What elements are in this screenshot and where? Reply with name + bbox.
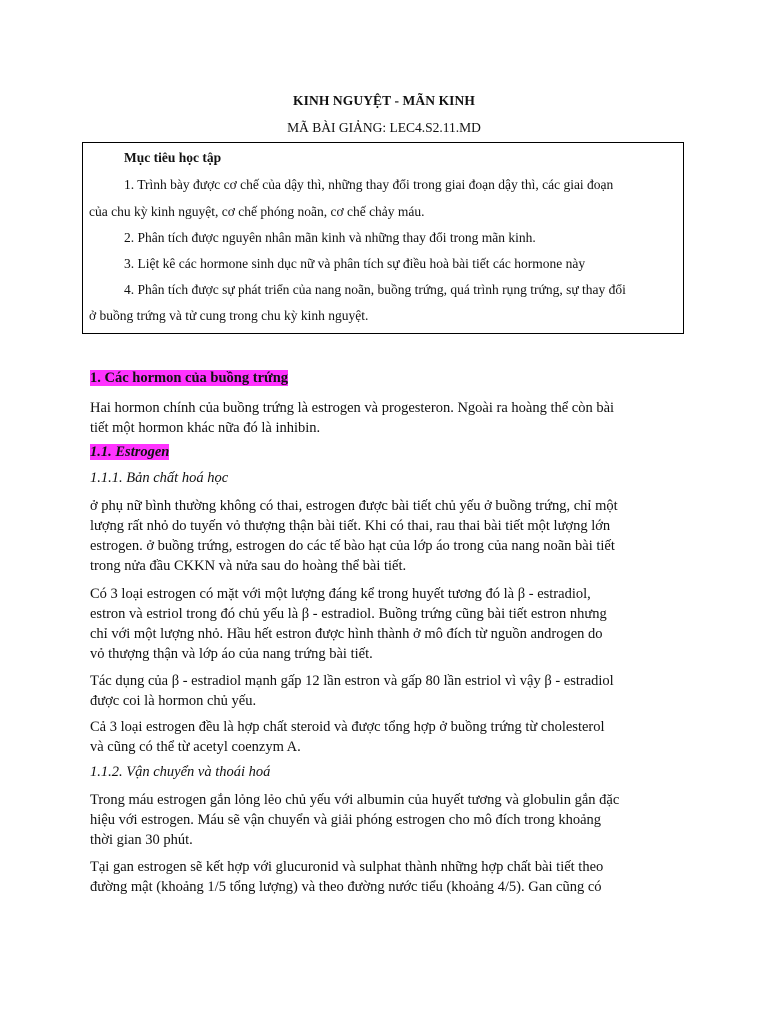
paragraph-steroid-synthesis (90, 717, 678, 757)
learning-objectives-box (82, 142, 684, 334)
section-1-heading (90, 370, 288, 387)
paragraph-estradiol-effect (90, 671, 678, 711)
text-line: chỉ với một lượng nhỏ. Hầu hết estron được hình thành ở mô đích từ nguồn androgen do (90, 626, 603, 642)
text-line: Có 3 loại estrogen có mặt với một lượng đáng kể trong huyết tương đó là β - estradiol, (90, 586, 591, 602)
text-line: tiết một hormon khác nữa đó là inhibin. (90, 420, 321, 436)
objective-line: 4. Phân tích được sự phát triển của nang noãn, buồng trứng, quá trình rụng trứng, sự thay đổi (124, 282, 626, 297)
paragraph-transport (90, 790, 678, 850)
objective-line: 2. Phân tích được nguyên nhân mãn kinh và những thay đổi trong mãn kinh. (124, 230, 536, 245)
text-line: hiệu với estrogen. Máu sẽ vận chuyển và giải phóng estrogen cho mô đích trong khoảng (90, 812, 602, 828)
paragraph-estrogen-types (90, 584, 678, 664)
objective-line: ở buồng trứng và tử cung trong chu kỳ kinh nguyệt. (89, 308, 369, 323)
text-line: ở phụ nữ bình thường không có thai, estrogen được bài tiết chủ yếu ở buồng trứng, chỉ một (90, 498, 618, 514)
text-line: Tại gan estrogen sẽ kết hợp với glucuronid và sulphat thành những hợp chất bài tiết theo (90, 859, 604, 875)
lecture-code: MÃ BÀI GIẢNG: LEC4.S2.11.MD (287, 120, 481, 135)
text-line: Trong máu estrogen gắn lỏng lẻo chủ yếu với albumin của huyết tương và globulin gắn đặc (90, 792, 620, 808)
text-line: estron và estriol trong đó chủ yếu là β - estradiol. Buồng trứng cũng bài tiết estron nhưng (90, 606, 607, 622)
section-1-heading-text: 1. Các hormon của buồng trứng (90, 370, 289, 386)
text-line: Cả 3 loại estrogen đều là hợp chất steroid và được tổng hợp ở buồng trứng từ cholesterol (90, 719, 605, 735)
text-line: được coi là hormon chủ yếu. (90, 693, 257, 709)
text-line: estrogen. ở buồng trứng, estrogen do các tế bào hạt của lớp áo trong của nang noãn bài tiết (90, 538, 615, 554)
objectives-heading: Mục tiêu học tập (124, 150, 222, 165)
objective-line: 3. Liệt kê các hormone sinh dục nữ và phân tích sự điều hoà bài tiết các hormone này (124, 256, 586, 271)
text-line: trong nửa đầu CKKN và nửa sau do hoàng thể bài tiết. (90, 558, 407, 574)
text-line: Tác dụng của β - estradiol mạnh gấp 12 lần estron và gấp 80 lần estriol vì vậy β - estradiol (90, 673, 614, 689)
text-line: Hai hormon chính của buồng trứng là estrogen và progesteron. Ngoài ra hoàng thể còn bài (90, 400, 615, 416)
paragraph-chemical-nature (90, 496, 678, 576)
objective-line: của chu kỳ kinh nguyệt, cơ chế phóng noãn, cơ chế chảy máu. (89, 204, 425, 219)
text-line: thời gian 30 phút. (90, 832, 193, 848)
paragraph-liver-metabolism (90, 857, 678, 897)
section-1-intro (90, 398, 678, 438)
objective-line: 1. Trình bày được cơ chế của dậy thì, những thay đổi trong giai đoạn dậy thì, các giai đoạn (124, 177, 614, 192)
subsection-1-1-1-heading: 1.1.1. Bản chất hoá học (90, 470, 229, 486)
section-1-1-heading-text: 1.1. Estrogen (90, 444, 170, 460)
text-line: vỏ thượng thận và lớp áo của nang trứng bài tiết. (90, 646, 373, 662)
text-line: đường mật (khoảng 1/5 tổng lượng) và theo đường nước tiểu (khoảng 4/5). Gan cũng có (90, 879, 602, 895)
text-line: lượng rất nhỏ do tuyến vỏ thượng thận bài tiết. Khi có thai, rau thai bài tiết một lượng lớn (90, 518, 611, 534)
text-line: và cũng có thể từ acetyl coenzym A. (90, 739, 301, 755)
subsection-1-1-2-heading: 1.1.2. Vận chuyển và thoái hoá (90, 764, 271, 780)
document-title: KINH NGUYỆT - MÃN KINH (293, 93, 475, 108)
section-1-1-heading (90, 444, 169, 461)
